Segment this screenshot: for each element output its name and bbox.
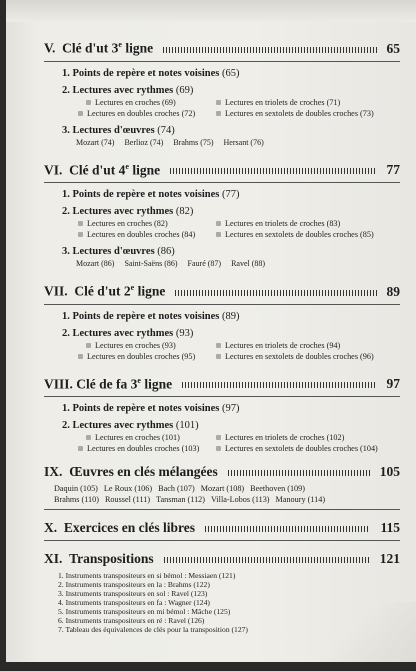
work-item: Tansman (112) — [156, 494, 205, 504]
list-item: 6. Instruments transpositeurs en ré : Ravel (126) — [58, 616, 205, 625]
bullet-icon — [78, 221, 83, 226]
work-item: Brahms (110) — [54, 494, 99, 504]
bullet-icon — [216, 446, 221, 451]
work-item: Le Roux (106) — [103, 484, 153, 493]
list-item: 2. Instruments transpositeurs en la : Brahms (122) — [58, 580, 210, 589]
work-item: Hersant (76) — [223, 137, 264, 147]
list-item: Lectures en croches (93) — [78, 340, 216, 351]
works-list — [76, 258, 400, 269]
section-v — [34, 40, 400, 148]
work-item: Brahms (75) — [173, 137, 214, 147]
work-item: Bach (107) — [158, 484, 195, 493]
section-ix — [34, 464, 400, 510]
work-item: Saint-Saëns (86) — [124, 259, 178, 268]
section-number: VI. — [44, 162, 63, 177]
section-page: 121 — [379, 551, 400, 566]
list-item: Lectures en sextolets de doubles croches (96) — [216, 351, 400, 362]
work-item: Roussel (111) — [104, 494, 151, 504]
list-item: Lectures en doubles croches (72) — [78, 108, 216, 119]
section-page: 89 — [386, 283, 400, 299]
dot-leader — [182, 382, 376, 388]
section-x — [34, 520, 400, 541]
work-item: Mozart (86) — [76, 259, 115, 268]
list-item: Lectures en triolets de croches (102) — [216, 432, 400, 443]
list-item: 1. Instruments transpositeurs en si bémol : Messiaen (121) — [58, 571, 236, 580]
list-item: Lectures en croches (69) — [78, 97, 216, 108]
dot-leader — [205, 526, 371, 532]
section-title: Clé d'ut 3 — [62, 40, 119, 56]
section-number: VIII. — [44, 376, 73, 391]
list-item: Lectures en sextolets de doubles croches (85) — [216, 229, 400, 240]
bullet-icon — [86, 100, 91, 105]
works-row — [54, 495, 400, 506]
list-item: Lectures en sextolets de doubles croches (73) — [216, 108, 400, 119]
dot-leader — [170, 168, 376, 174]
section-title: Exercices en clés libres — [63, 520, 195, 535]
section-number: X. — [44, 520, 58, 535]
work-item: Ravel (88) — [231, 259, 266, 268]
section-heading: VI. Clé d'ut 4e ligne 77 — [44, 161, 400, 177]
work-item: Daquin (105) — [54, 484, 98, 493]
subsection-2: 2. Lectures avec rythmes (101) — [62, 420, 199, 431]
section-heading: VIII. Clé de fa 3e ligne 97 — [44, 375, 400, 391]
list-item: Lectures en croches (82) — [78, 218, 216, 229]
list-item: Lectures en doubles croches (84) — [78, 229, 216, 240]
section-title: Clé d'ut 2 — [74, 283, 131, 299]
section-vii — [34, 283, 400, 362]
section-page: 65 — [386, 40, 400, 56]
section-heading: V. Clé d'ut 3e ligne 65 — [44, 40, 400, 56]
rhythm-items — [78, 340, 400, 362]
list-item: Lectures en doubles croches (95) — [78, 351, 216, 362]
section-page: 77 — [386, 162, 400, 177]
bullet-icon — [216, 435, 221, 440]
section-title: Transpositions — [69, 551, 154, 566]
section-title: Clé de fa 3 — [76, 376, 138, 391]
section-rule — [44, 396, 400, 397]
list-item: Lectures en doubles croches (103) — [78, 443, 216, 454]
bullet-icon — [216, 343, 221, 348]
list-item: 7. Tableau des équivalences de clés pour la transposition (127) — [58, 625, 248, 634]
work-item: Berlioz (74) — [124, 137, 164, 147]
bullet-icon — [216, 111, 221, 116]
rhythm-items — [78, 218, 400, 240]
section-page: 105 — [379, 464, 400, 479]
section-rule — [44, 182, 400, 183]
mixed-works — [54, 484, 400, 505]
dot-leader — [163, 47, 376, 53]
work-item: Mozart (108) — [200, 484, 245, 493]
section-viii — [34, 376, 400, 455]
book-page — [6, 0, 416, 662]
section-rule — [44, 509, 400, 510]
bullet-icon — [216, 100, 221, 105]
section-page: 97 — [386, 376, 400, 391]
bullet-icon — [78, 111, 83, 116]
section-rule — [44, 61, 400, 62]
list-item: Lectures en triolets de croches (83) — [216, 218, 400, 229]
list-item: 4. Instruments transpositeurs en fa : Wagner (124) — [58, 598, 210, 607]
bullet-icon — [78, 354, 83, 359]
dot-leader — [164, 557, 370, 563]
section-heading — [44, 464, 400, 480]
list-item: Lectures en triolets de croches (71) — [216, 97, 400, 108]
section-title: Clé d'ut 4 — [69, 162, 126, 177]
dot-leader — [228, 470, 370, 476]
subsection-1: 1. Points de repère et notes voisines (97) — [62, 403, 240, 414]
subsection-1: 1. Points de repère et notes voisines (89) — [62, 310, 240, 322]
page-corner-shade — [276, 602, 416, 662]
dot-leader — [175, 290, 376, 296]
subsection-3: 3. Lectures d'œuvres (74) — [62, 124, 175, 136]
list-item: Lectures en triolets de croches (94) — [216, 340, 400, 351]
rhythm-items — [78, 432, 400, 454]
work-item: Beethoven (109) — [250, 484, 305, 493]
list-item: 3. Instruments transpositeurs en sol : Ravel (123) — [58, 589, 208, 598]
list-item: Lectures en sextolets de doubles croches (104) — [216, 443, 400, 454]
section-heading — [44, 520, 400, 536]
section-number: V. — [44, 40, 56, 56]
subsection-2: 2. Lectures avec rythmes (69) — [62, 84, 194, 96]
section-heading — [44, 551, 400, 567]
bullet-icon — [216, 221, 221, 226]
work-item: Fauré (87) — [187, 259, 222, 268]
bullet-icon — [78, 232, 83, 237]
section-rule — [44, 540, 400, 541]
section-vi — [34, 162, 400, 270]
list-item: 5. Instruments transpositeurs en mi bémol : Mâche (125) — [58, 607, 231, 616]
section-number: IX. — [44, 464, 63, 479]
section-number: XI. — [44, 551, 63, 566]
subsection-1: 1. Points de repère et notes voisines (77) — [62, 189, 240, 200]
section-rule — [44, 304, 400, 305]
work-item: Villa-Lobos (113) — [210, 494, 270, 504]
work-item: Mozart (74) — [76, 137, 115, 147]
page-top-shadow — [6, 0, 416, 22]
section-page: 115 — [380, 520, 400, 535]
subsection-3: 3. Lectures d'œuvres (86) — [62, 246, 175, 257]
bullet-icon — [86, 343, 91, 348]
list-item: Lectures en croches (101) — [78, 432, 216, 443]
subsection-1: 1. Points de repère et notes voisines (65) — [62, 67, 240, 79]
bullet-icon — [86, 435, 91, 440]
bullet-icon — [216, 232, 221, 237]
bullet-icon — [216, 354, 221, 359]
rhythm-items — [78, 97, 400, 119]
works-list — [76, 137, 400, 148]
subsection-2: 2. Lectures avec rythmes (93) — [62, 327, 194, 339]
section-number: VII. — [44, 283, 68, 299]
subsection-2: 2. Lectures avec rythmes (82) — [62, 206, 194, 217]
bullet-icon — [78, 446, 83, 451]
work-item: Manoury (114) — [275, 494, 326, 504]
works-row — [54, 484, 400, 495]
section-title: Œuvres en clés mélangées — [69, 464, 218, 479]
section-heading: VII. Clé d'ut 2e ligne 89 — [44, 283, 400, 299]
